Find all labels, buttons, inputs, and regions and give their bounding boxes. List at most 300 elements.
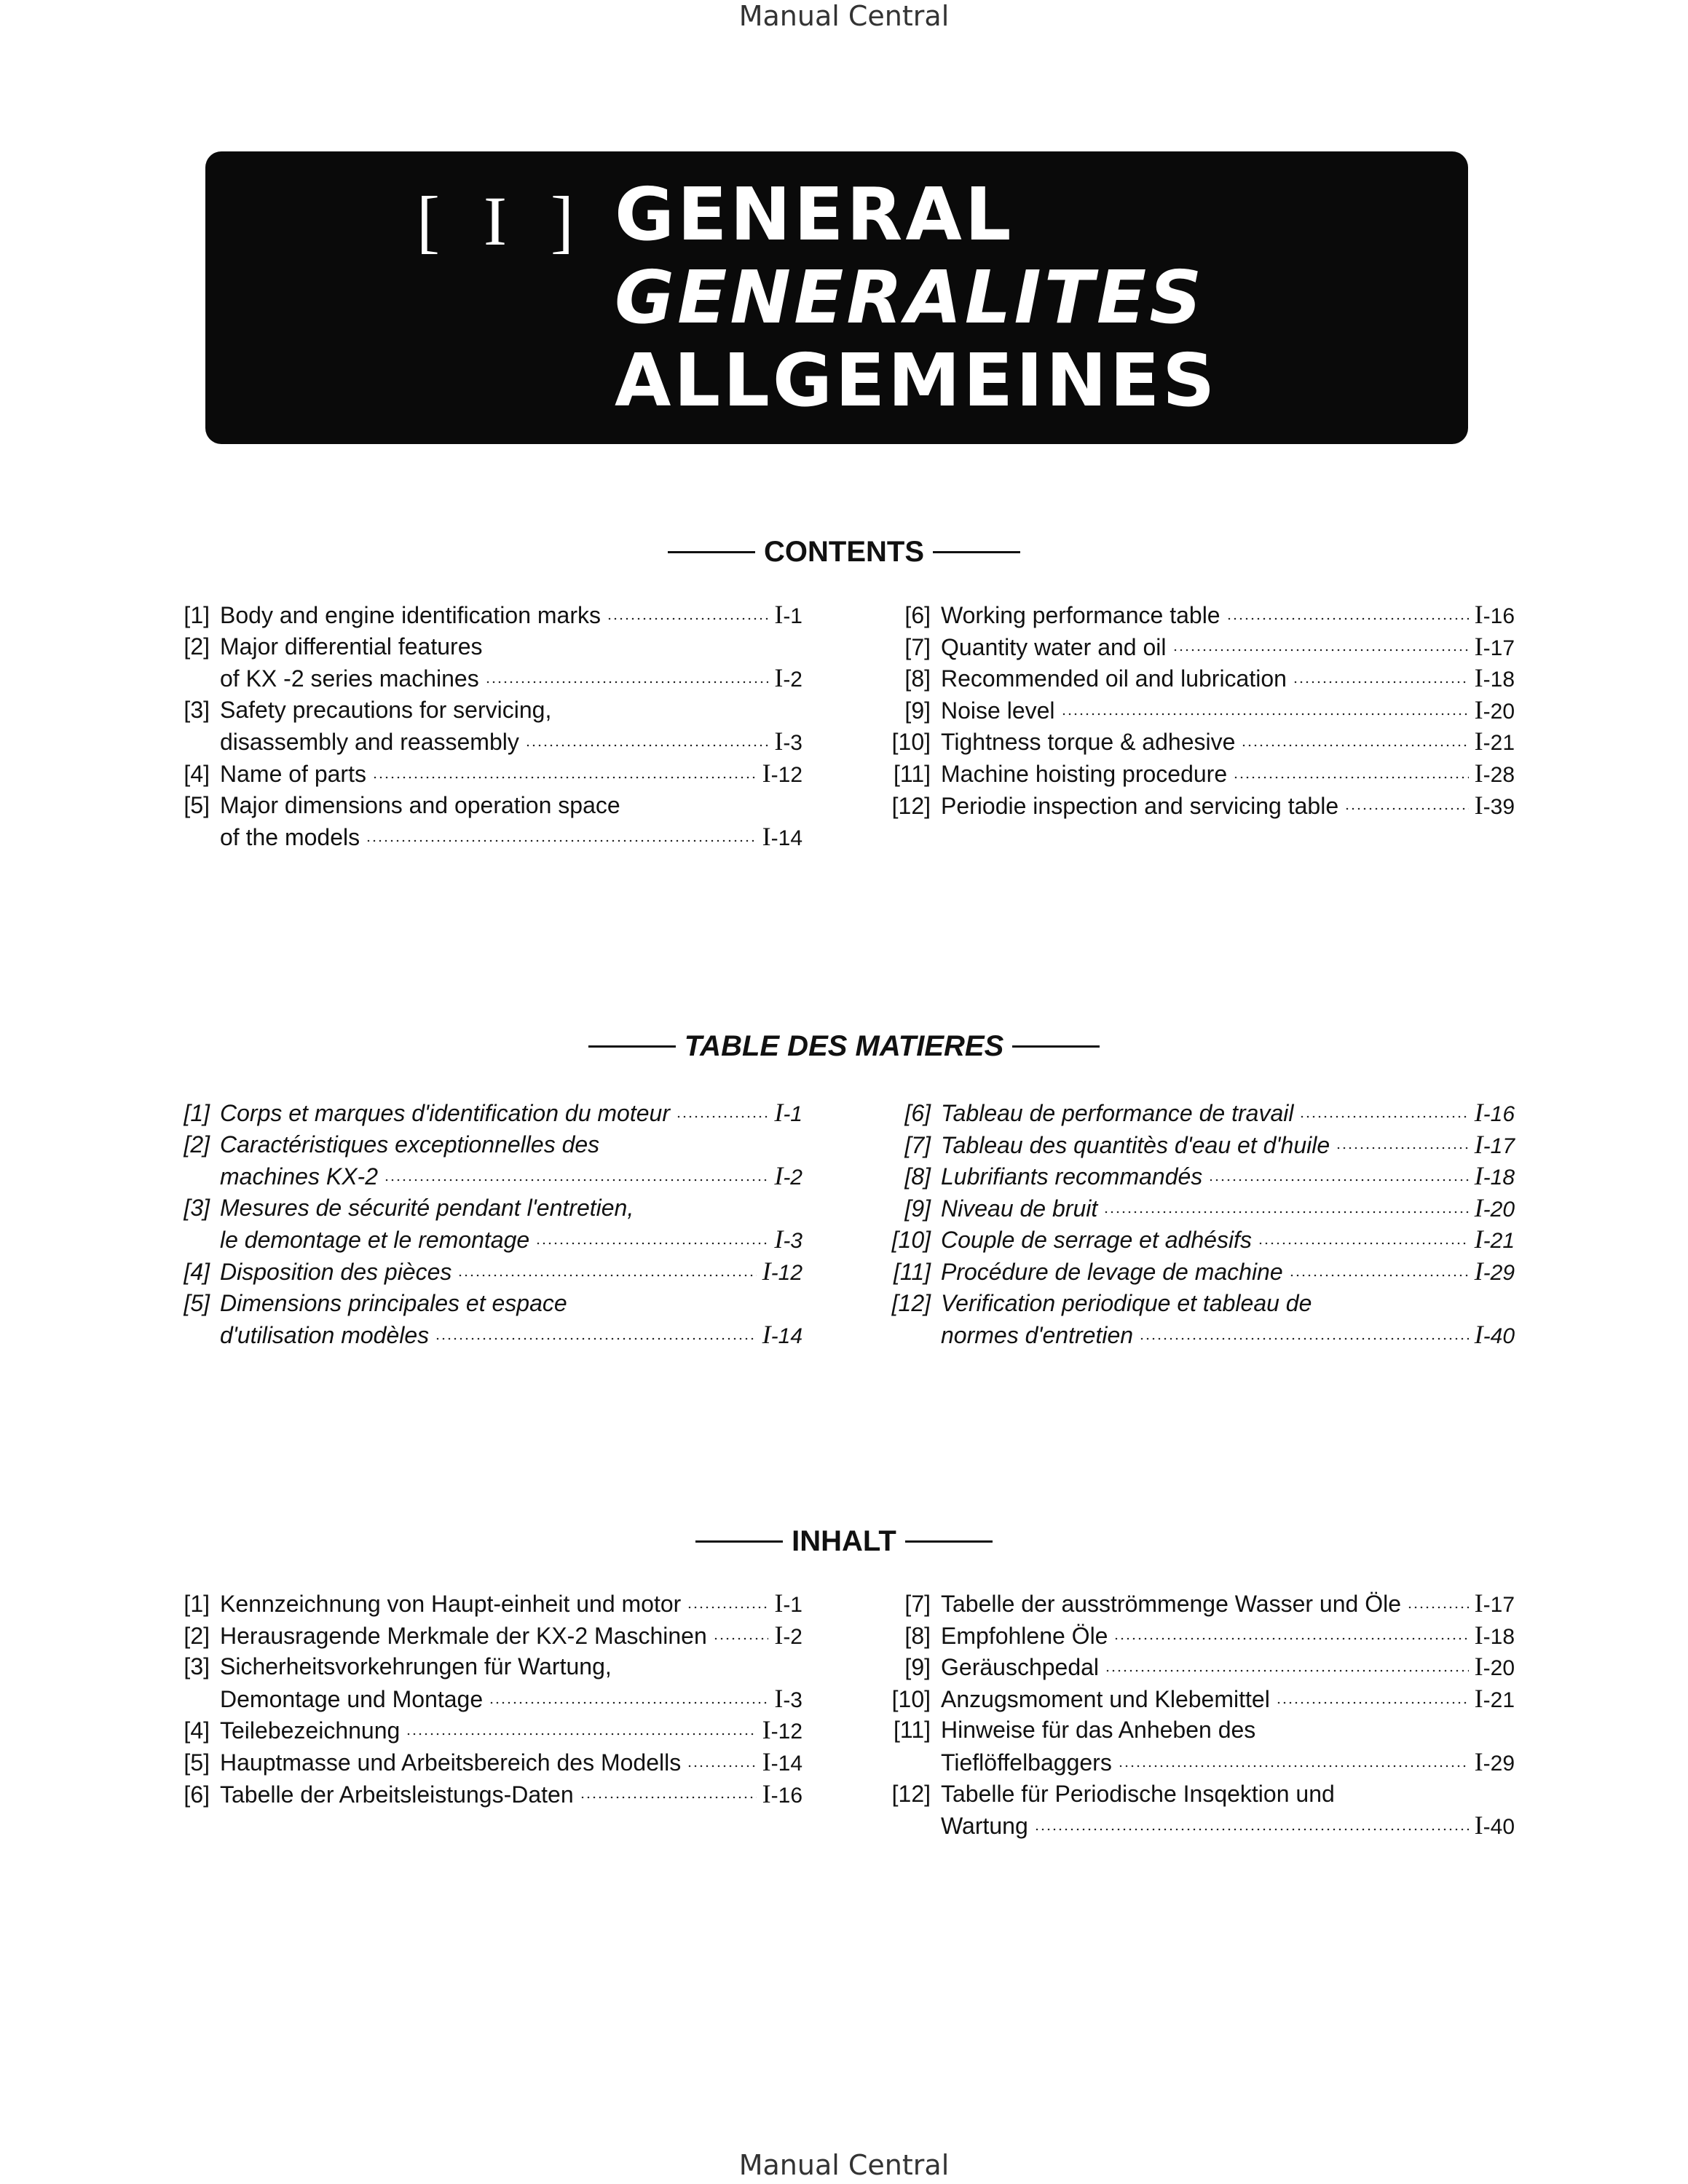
toc-page-number: -3 xyxy=(783,731,802,756)
toc-entry xyxy=(871,1683,1515,1715)
toc-entry-title: Tabelle der Arbeitsleistungs-Daten xyxy=(220,1781,574,1808)
toc-entry-line xyxy=(165,1192,802,1224)
toc-entry xyxy=(871,1288,1515,1351)
toc-page-roman: I xyxy=(1474,1811,1483,1840)
toc-entry-title: Disposition des pièces xyxy=(220,1258,452,1285)
title-french: GENERALITES xyxy=(615,255,1205,340)
toc-entry-page xyxy=(1475,1224,1515,1257)
toc-entry-line xyxy=(871,1714,1515,1746)
toc-entry xyxy=(165,599,802,631)
toc-page-roman: I xyxy=(1474,600,1483,629)
toc-entry-line xyxy=(871,790,1515,822)
dot-leader xyxy=(687,1765,756,1768)
toc-entry-page xyxy=(774,1588,802,1621)
toc-entry-title: Sicherheitsvorkehrungen für Wartung, xyxy=(220,1653,612,1680)
toc-entry-page xyxy=(1475,1129,1515,1163)
toc-entry-title: Name of parts xyxy=(220,760,366,787)
toc-page-number: -2 xyxy=(783,668,802,692)
toc-entry-page xyxy=(1475,1683,1515,1717)
toc-page-number: -3 xyxy=(783,1229,802,1254)
toc-entry-title: Major differential features xyxy=(220,633,483,660)
toc-entry xyxy=(871,1160,1515,1192)
toc-entry-page xyxy=(1475,1256,1515,1289)
toc-page-number: -17 xyxy=(1483,636,1515,660)
toc-entry-page xyxy=(774,1097,802,1131)
dot-leader xyxy=(1139,1337,1469,1340)
toc-entry-page xyxy=(774,1224,802,1257)
toc-entry-page xyxy=(1475,1810,1515,1843)
toc-entry-title: Noise level xyxy=(941,697,1055,724)
dot-leader xyxy=(1293,681,1469,684)
toc-entry-page xyxy=(774,662,802,696)
toc-page-number: -18 xyxy=(1483,1166,1515,1190)
toc-entry-number: [5] xyxy=(184,1289,210,1316)
toc-page-roman: I xyxy=(774,1224,784,1254)
dot-leader xyxy=(1336,1147,1469,1150)
dot-leader xyxy=(457,1274,756,1277)
toc-entry-page xyxy=(774,726,802,759)
toc-page-number: -39 xyxy=(1483,794,1515,819)
toc-entry-number: [3] xyxy=(184,1653,210,1680)
toc-page-roman: I xyxy=(774,1161,784,1191)
toc-entry-title: Quantity water and oil xyxy=(941,633,1167,660)
toc-entry-number: [11] xyxy=(894,1258,931,1285)
heading-rule xyxy=(695,1540,783,1543)
toc-entry-number: [2] xyxy=(184,633,210,660)
toc-entry-page xyxy=(1475,1319,1515,1353)
toc-entry-line xyxy=(871,1779,1515,1811)
toc-entry-page xyxy=(1475,726,1515,759)
toc-entry-title: Tableau de performance de travail xyxy=(941,1100,1294,1126)
toc-page-roman: I xyxy=(1474,1652,1483,1682)
toc-entry-number: [6] xyxy=(184,1781,210,1808)
watermark-top: Manual Central xyxy=(738,0,950,32)
table-des-matieres-left-column xyxy=(165,1097,802,1351)
toc-page-number: -1 xyxy=(783,604,802,628)
toc-page-roman: I xyxy=(774,663,784,693)
toc-page-number: -28 xyxy=(1483,762,1515,787)
toc-entry-line xyxy=(871,1620,1515,1652)
toc-entry-line xyxy=(165,662,802,695)
toc-entry-page xyxy=(774,1160,802,1194)
toc-page-number: -12 xyxy=(770,1260,802,1285)
toc-entry-page xyxy=(1475,1588,1515,1621)
toc-entry-title: Empfohlene Öle xyxy=(941,1622,1108,1649)
heading-rule xyxy=(933,551,1020,553)
toc-entry xyxy=(165,1256,802,1288)
toc-entry-line xyxy=(165,1160,802,1192)
toc-entry-number: [7] xyxy=(904,1591,931,1617)
dot-leader xyxy=(1118,1765,1469,1768)
toc-page-roman: I xyxy=(774,1098,784,1127)
dot-leader xyxy=(1105,1669,1469,1672)
toc-entry-number: [12] xyxy=(891,1780,931,1807)
toc-entry-page xyxy=(1475,1651,1515,1685)
dot-leader xyxy=(489,1701,768,1704)
toc-entry-title: machines KX-2 xyxy=(220,1163,378,1190)
toc-entry-title: Niveau de bruit xyxy=(941,1195,1098,1222)
inhalt-heading xyxy=(0,1523,1688,1559)
toc-entry xyxy=(871,631,1515,663)
toc-entry-number: [8] xyxy=(904,1622,931,1649)
toc-entry-page xyxy=(1475,631,1515,665)
toc-entry-title: Recommended oil and lubrication xyxy=(941,665,1287,692)
toc-entry xyxy=(165,1714,802,1746)
toc-page-roman: I xyxy=(762,822,771,852)
toc-entry-number: [9] xyxy=(904,697,931,724)
toc-entry-title: Machine hoisting procedure xyxy=(941,760,1228,787)
dot-leader xyxy=(1407,1606,1469,1609)
toc-entry xyxy=(871,695,1515,727)
toc-page-roman: I xyxy=(1474,727,1483,756)
dot-leader xyxy=(580,1796,757,1799)
toc-entry-title: Tightness torque & adhesive xyxy=(941,729,1236,756)
toc-entry-page xyxy=(1475,1160,1515,1194)
toc-entry xyxy=(871,1588,1515,1620)
dot-leader xyxy=(1344,807,1469,810)
toc-entry-title: Mesures de sécurité pendant l'entretien, xyxy=(220,1194,634,1221)
dot-leader xyxy=(1208,1179,1468,1182)
toc-entry-line xyxy=(165,1224,802,1256)
toc-entry-title: Lubrifiants recommandés xyxy=(941,1163,1203,1190)
toc-entry xyxy=(871,758,1515,790)
dot-leader xyxy=(687,1606,768,1609)
toc-entry-number: [3] xyxy=(184,696,210,723)
toc-entry-number: [4] xyxy=(184,760,210,787)
toc-page-roman: I xyxy=(1474,1588,1483,1618)
toc-entry xyxy=(871,726,1515,758)
toc-page-number: -21 xyxy=(1483,731,1515,756)
toc-page-roman: I xyxy=(1474,1746,1483,1776)
toc-entry xyxy=(165,1288,802,1351)
toc-entry-line xyxy=(871,1288,1515,1320)
toc-entry-line xyxy=(165,1714,802,1746)
toc-entry xyxy=(871,1714,1515,1778)
toc-page-number: -20 xyxy=(1483,1656,1515,1681)
toc-entry xyxy=(871,1224,1515,1256)
toc-entry-title: Body and engine identification marks xyxy=(220,602,601,628)
toc-entry-title: of the models xyxy=(220,824,360,851)
toc-entry-line xyxy=(871,1319,1515,1351)
toc-entry-title: Tabelle der ausströmmenge Wasser und Öle xyxy=(941,1591,1401,1617)
toc-entry-line xyxy=(165,599,802,631)
toc-entry xyxy=(165,695,802,758)
toc-entry-title: Herausragende Merkmale der KX-2 Maschinen xyxy=(220,1622,707,1649)
toc-page-number: -16 xyxy=(1483,1102,1515,1126)
dot-leader xyxy=(1103,1211,1468,1214)
toc-page-number: -16 xyxy=(1483,604,1515,628)
toc-entry-page xyxy=(762,1779,802,1812)
toc-page-roman: I xyxy=(774,1683,784,1713)
toc-entry-line xyxy=(165,1779,802,1811)
toc-entry-number: [12] xyxy=(891,1289,931,1316)
toc-page-number: -20 xyxy=(1483,1197,1515,1222)
toc-page-roman: I xyxy=(1474,1129,1483,1159)
toc-entry-page xyxy=(762,1256,802,1289)
toc-entry-line xyxy=(871,1588,1515,1620)
table-des-matieres-heading xyxy=(0,1028,1688,1064)
toc-entry-title: Hinweise für das Anheben des xyxy=(941,1717,1256,1744)
toc-entry-page xyxy=(1475,1746,1515,1780)
toc-entry-page xyxy=(1475,758,1515,791)
title-german: ALLGEMEINES xyxy=(615,338,1218,423)
toc-entry-title: Teilebezeichnung xyxy=(220,1717,401,1744)
toc-entry xyxy=(871,1779,1515,1842)
toc-entry-number: [9] xyxy=(904,1654,931,1681)
toc-page-number: -40 xyxy=(1483,1324,1515,1349)
toc-entry-title: Couple de serrage et adhésifs xyxy=(941,1227,1252,1254)
toc-entry-line xyxy=(165,1620,802,1652)
toc-entry xyxy=(165,1620,802,1652)
toc-entry-number: [3] xyxy=(184,1194,210,1221)
toc-entry-line xyxy=(871,1256,1515,1288)
toc-entry-number: [10] xyxy=(891,1685,931,1712)
toc-entry-number: [6] xyxy=(904,1100,931,1126)
toc-page-number: -3 xyxy=(783,1688,802,1712)
toc-entry-title: Anzugsmoment und Klebemittel xyxy=(941,1685,1270,1712)
toc-entry-number: [8] xyxy=(904,1163,931,1190)
dot-leader xyxy=(435,1337,756,1340)
toc-entry-page xyxy=(762,1714,802,1748)
toc-entry-title: Working performance table xyxy=(941,602,1220,628)
toc-page-roman: I xyxy=(762,1746,771,1776)
dot-leader xyxy=(1289,1274,1469,1277)
toc-entry-number: [2] xyxy=(184,1131,210,1158)
toc-entry xyxy=(165,1651,802,1714)
toc-entry-page xyxy=(774,1683,802,1717)
toc-entry xyxy=(871,1256,1515,1288)
toc-entry-line xyxy=(165,790,802,822)
toc-entry-line xyxy=(871,599,1515,631)
toc-entry-line xyxy=(165,1256,802,1288)
toc-entry-line xyxy=(165,758,802,790)
toc-entry-number: [10] xyxy=(891,1227,931,1254)
toc-entry-number: [5] xyxy=(184,791,210,818)
toc-entry xyxy=(165,1588,802,1620)
toc-entry-line xyxy=(165,1651,802,1683)
title-english: GENERAL xyxy=(615,172,1014,257)
toc-entry-title: Procédure de levage de machine xyxy=(941,1258,1283,1285)
toc-page-roman: I xyxy=(1474,695,1483,724)
toc-entry xyxy=(871,599,1515,631)
toc-entry-line xyxy=(165,1746,802,1779)
toc-page-number: -14 xyxy=(770,1324,802,1349)
dot-leader xyxy=(1233,776,1469,779)
toc-entry-number: [5] xyxy=(184,1749,210,1776)
toc-entry-line xyxy=(871,1192,1515,1224)
toc-page-number: -12 xyxy=(770,1720,802,1744)
toc-page-roman: I xyxy=(1474,790,1483,820)
toc-page-number: -16 xyxy=(770,1783,802,1808)
toc-entry-number: [11] xyxy=(894,760,931,787)
toc-entry xyxy=(871,1651,1515,1683)
toc-entry-line xyxy=(165,1683,802,1715)
watermark-bottom: Manual Central xyxy=(738,2149,950,2181)
toc-page-number: -29 xyxy=(1483,1751,1515,1776)
toc-entry-title: le demontage et le remontage xyxy=(220,1227,530,1254)
heading-rule xyxy=(588,1045,676,1048)
toc-entry-page xyxy=(1475,599,1515,633)
toc-entry xyxy=(871,1192,1515,1224)
dot-leader xyxy=(1299,1115,1468,1118)
toc-entry-page xyxy=(762,1319,802,1353)
toc-entry-title: Tableau des quantitès d'eau et d'huile xyxy=(941,1131,1330,1158)
toc-entry-line xyxy=(165,631,802,663)
toc-entry-page xyxy=(774,1620,802,1653)
toc-entry-number: [7] xyxy=(904,1131,931,1158)
toc-entry-title: d'utilisation modèles xyxy=(220,1322,430,1349)
contents-heading-text: CONTENTS xyxy=(764,536,924,568)
toc-entry-line xyxy=(871,631,1515,663)
toc-page-roman: I xyxy=(762,1256,771,1286)
toc-entry-title: Corps et marques d'identification du moteur xyxy=(220,1100,670,1126)
toc-entry-line xyxy=(871,1810,1515,1842)
dot-leader xyxy=(713,1637,769,1640)
toc-page-roman: I xyxy=(762,1779,771,1808)
toc-entry-line xyxy=(165,1097,802,1129)
dot-leader xyxy=(1226,617,1469,620)
dot-leader xyxy=(607,617,768,620)
dot-leader xyxy=(485,681,769,684)
toc-entry xyxy=(165,631,802,695)
toc-entry-line xyxy=(871,1129,1515,1161)
toc-entry xyxy=(165,1746,802,1779)
toc-entry-number: [12] xyxy=(891,792,931,819)
toc-entry xyxy=(871,1129,1515,1161)
toc-entry-title: disassembly and reassembly xyxy=(220,729,519,756)
toc-page-number: -14 xyxy=(770,1751,802,1776)
toc-entry-line xyxy=(871,695,1515,727)
toc-entry-title: Caractéristiques exceptionnelles des xyxy=(220,1131,600,1158)
toc-page-number: -1 xyxy=(783,1593,802,1617)
toc-page-roman: I xyxy=(1474,758,1483,788)
toc-page-number: -17 xyxy=(1483,1593,1515,1617)
toc-page-number: -2 xyxy=(783,1166,802,1190)
toc-entry-page xyxy=(1475,662,1515,696)
inhalt-heading-text: INHALT xyxy=(792,1525,896,1557)
toc-page-number: -21 xyxy=(1483,1229,1515,1254)
toc-entry-page xyxy=(762,1746,802,1780)
toc-page-roman: I xyxy=(1474,1320,1483,1350)
toc-entry-line xyxy=(165,726,802,758)
toc-entry-line xyxy=(871,1224,1515,1256)
toc-entry-line xyxy=(165,695,802,727)
dot-leader xyxy=(525,744,768,747)
toc-entry-line xyxy=(165,1288,802,1320)
toc-page-roman: I xyxy=(762,758,771,788)
toc-page-roman: I xyxy=(774,600,784,629)
toc-entry-number: [10] xyxy=(891,729,931,756)
toc-entry-number: [8] xyxy=(904,665,931,692)
toc-page-roman: I xyxy=(774,727,784,756)
toc-page-number: -14 xyxy=(770,826,802,851)
toc-entry-title: Safety precautions for servicing, xyxy=(220,696,552,723)
toc-entry-title: Hauptmasse und Arbeitsbereich des Modells xyxy=(220,1749,682,1776)
toc-entry-line xyxy=(871,1746,1515,1779)
toc-page-number: -1 xyxy=(783,1102,802,1126)
dot-leader xyxy=(1258,1242,1469,1245)
toc-entry-title: Tabelle für Periodische Insqektion und xyxy=(941,1780,1335,1807)
toc-entry-title: Wartung xyxy=(941,1813,1028,1840)
dot-leader xyxy=(1172,649,1469,652)
dot-leader xyxy=(366,839,757,842)
toc-entry xyxy=(871,1620,1515,1652)
toc-entry-number: [2] xyxy=(184,1622,210,1649)
toc-entry-line xyxy=(165,1319,802,1351)
toc-entry-page xyxy=(774,599,802,633)
toc-entry xyxy=(165,1097,802,1129)
heading-rule xyxy=(668,551,755,553)
toc-page-number: -18 xyxy=(1483,668,1515,692)
inhalt-left-column xyxy=(165,1588,802,1810)
toc-entry-number: [1] xyxy=(184,1591,210,1617)
toc-entry xyxy=(871,1097,1515,1129)
dot-leader xyxy=(1276,1701,1469,1704)
toc-page-roman: I xyxy=(1474,1192,1483,1222)
toc-page-roman: I xyxy=(774,1588,784,1618)
dot-leader xyxy=(1061,713,1469,716)
toc-entry-page xyxy=(1475,1620,1515,1653)
toc-entry-number: [6] xyxy=(904,602,931,628)
toc-page-roman: I xyxy=(1474,1224,1483,1254)
toc-entry xyxy=(165,790,802,853)
toc-page-roman: I xyxy=(762,1715,771,1745)
toc-entry-line xyxy=(165,1588,802,1620)
toc-page-roman: I xyxy=(1474,1098,1483,1127)
toc-entry-line xyxy=(871,1160,1515,1192)
contents-heading xyxy=(0,534,1688,570)
toc-entry-title: Verification periodique et tableau de xyxy=(941,1289,1312,1316)
toc-entry-page xyxy=(1475,695,1515,728)
dot-leader xyxy=(1034,1828,1469,1831)
toc-page-roman: I xyxy=(774,1620,784,1650)
toc-page-number: -18 xyxy=(1483,1624,1515,1649)
toc-entry xyxy=(871,790,1515,822)
toc-entry-title: normes d'entretien xyxy=(941,1322,1134,1349)
dot-leader xyxy=(1113,1637,1468,1640)
toc-entry xyxy=(165,758,802,790)
toc-entry-title: Demontage und Montage xyxy=(220,1685,484,1712)
heading-rule xyxy=(1012,1045,1100,1048)
toc-page-number: -20 xyxy=(1483,699,1515,724)
toc-entry-page xyxy=(1475,1097,1515,1131)
toc-entry-page xyxy=(1475,1192,1515,1226)
toc-entry-page xyxy=(762,821,802,855)
toc-page-roman: I xyxy=(1474,1620,1483,1650)
toc-entry-line xyxy=(871,1683,1515,1715)
toc-entry-line xyxy=(871,1097,1515,1129)
toc-entry-line xyxy=(871,662,1515,695)
toc-entry xyxy=(165,1129,802,1192)
dot-leader xyxy=(406,1733,756,1736)
table-des-matieres-right-column xyxy=(871,1097,1515,1351)
toc-page-number: -21 xyxy=(1483,1688,1515,1712)
toc-entry-title: of KX -2 series machines xyxy=(220,665,479,692)
toc-entry-number: [11] xyxy=(894,1717,931,1744)
toc-entry xyxy=(165,1779,802,1811)
dot-leader xyxy=(535,1242,768,1245)
toc-entry-line xyxy=(871,758,1515,790)
dot-leader xyxy=(1241,744,1468,747)
heading-rule xyxy=(905,1540,993,1543)
toc-entry-title: Dimensions principales et espace xyxy=(220,1289,567,1316)
toc-entry-line xyxy=(165,1129,802,1161)
dot-leader xyxy=(676,1115,768,1118)
toc-entry-title: Kennzeichnung von Haupt-einheit und motor xyxy=(220,1591,682,1617)
contents-left-column xyxy=(165,599,802,853)
toc-entry-page xyxy=(1475,790,1515,823)
toc-entry-number: [7] xyxy=(904,633,931,660)
